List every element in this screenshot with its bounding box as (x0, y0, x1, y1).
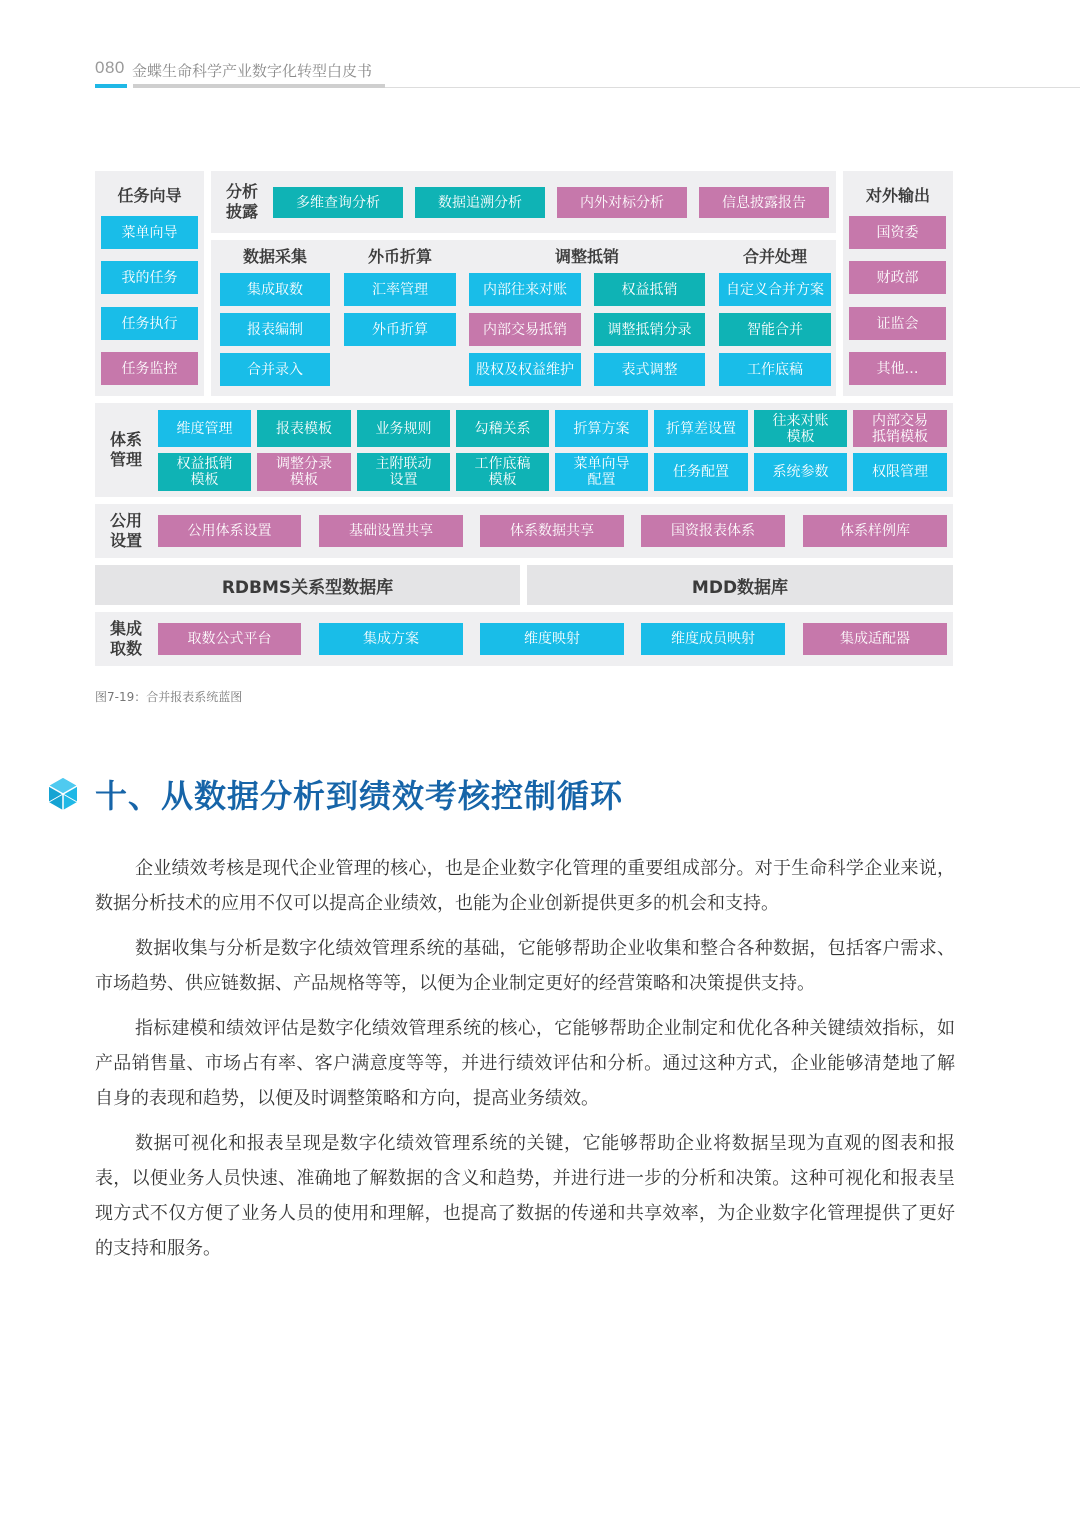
external-output-title: 对外输出 (865, 186, 930, 205)
section-title: 十、从数据分析到绩效考核控制循环 (95, 777, 624, 815)
elimination-item: 权益抵销 (594, 273, 705, 306)
analysis-item: 数据追溯分析 (415, 187, 545, 218)
header-rule (385, 87, 1080, 88)
public-settings-item: 体系数据共享 (480, 515, 624, 547)
analysis-title: 分析 披露 (225, 182, 258, 221)
system-mgmt-item: 菜单向导 配置 (555, 453, 648, 491)
system-mgmt-item: 内部交易 抵销模板 (853, 410, 947, 447)
system-mgmt-item: 任务配置 (654, 453, 748, 491)
external-output-item: 其他… (849, 352, 946, 385)
elimination-item: 内部交易抵销 (469, 313, 581, 346)
elimination-item: 表式调整 (594, 353, 705, 386)
analysis-item: 信息披露报告 (699, 187, 829, 218)
public-settings-item: 基础设置共享 (319, 515, 463, 547)
collect-item: 合并录入 (220, 353, 330, 386)
system-mgmt-item: 勾稽关系 (456, 410, 549, 447)
header-gray-bar (133, 84, 385, 88)
elimination-item: 股权及权益维护 (469, 353, 581, 386)
task-nav-item: 我的任务 (101, 261, 198, 294)
system-mgmt-item: 工作底稿 模板 (456, 453, 549, 491)
fx-item: 外币折算 (344, 313, 456, 346)
paragraph: 数据可视化和报表呈现是数字化绩效管理系统的关键，它能够帮助企业将数据呈现为直观的图表和报表，以便业务人员快速、准确地了解数据的含义和趋势，并进行进一步的分析和决策。这种可视化和报表呈现方式不仅方便了业务人员的使用和理解，也提高了数据的传递和共享效率，为企业数字化管理提供了更好的支持和服务。 (95, 1133, 955, 1259)
system-mgmt-item: 权益抵销 模板 (158, 453, 251, 491)
task-nav-item: 任务执行 (101, 307, 198, 340)
public-settings-item: 国资报表体系 (641, 515, 785, 547)
integration-item: 维度映射 (480, 623, 624, 655)
system-mgmt-item: 调整分录 模板 (257, 453, 351, 491)
cube-icon (46, 777, 80, 811)
public-settings-title: 公用 设置 (109, 511, 142, 550)
system-mgmt-item: 折算差设置 (654, 410, 748, 447)
mdd-database: MDD数据库 (527, 565, 953, 605)
integration-item: 维度成员映射 (641, 623, 785, 655)
system-mgmt-item: 折算方案 (555, 410, 648, 447)
task-nav-item: 菜单向导 (101, 216, 198, 249)
task-nav-title: 任务向导 (117, 186, 182, 205)
public-settings-item: 公用体系设置 (158, 515, 301, 547)
system-mgmt-item: 维度管理 (158, 410, 251, 447)
collect-title: 数据采集 (242, 247, 307, 266)
consolidation-item: 智能合并 (719, 313, 831, 346)
consolidation-item: 工作底稿 (719, 353, 831, 386)
fx-item: 汇率管理 (344, 273, 456, 306)
figure-caption: 图7-19：合并报表系统蓝图 (95, 690, 243, 704)
consolidation-item: 自定义合并方案 (719, 273, 831, 306)
book-title: 金蝶生命科学产业数字化转型白皮书 (132, 62, 373, 80)
elimination-title: 调整抵销 (554, 247, 619, 266)
external-output-item: 国资委 (849, 216, 946, 249)
system-mgmt-item: 业务规则 (357, 410, 450, 447)
paragraph: 数据收集与分析是数字化绩效管理系统的基础，它能够帮助企业收集和整合各种数据，包括客户需求、市场趋势、供应链数据、产品规格等等，以便为企业制定更好的经营策略和决策提供支持。 (95, 938, 955, 994)
integration-title: 集成 取数 (109, 619, 142, 658)
integration-item: 集成适配器 (803, 623, 947, 655)
task-nav-item: 任务监控 (101, 352, 198, 385)
paragraph: 企业绩效考核是现代企业管理的核心，也是企业数字化管理的重要组成部分。对于生命科学企业来说，数据分析技术的应用不仅可以提高企业绩效，也能为企业创新提供更多的机会和支持。 (95, 858, 955, 914)
system-mgmt-title: 体系 管理 (109, 430, 142, 469)
consolidation-title: 合并处理 (742, 247, 807, 266)
system-mgmt-item: 往来对账 模板 (754, 410, 847, 447)
system-mgmt-item: 主附联动 设置 (357, 453, 450, 491)
system-mgmt-item: 系统参数 (754, 453, 847, 491)
page-number: 080 (95, 58, 125, 77)
integration-item: 取数公式平台 (158, 623, 301, 655)
paragraph: 指标建模和绩效评估是数字化绩效管理系统的核心，它能够帮助企业制定和优化各种关键绩效指标，如产品销售量、市场占有率、客户满意度等等，并进行绩效评估和分析。通过这种方式，企业能够清楚地了解自身的表现和趋势，以便及时调整策略和方向，提高业务绩效。 (95, 1018, 955, 1109)
integration-item: 集成方案 (319, 623, 463, 655)
collect-item: 报表编制 (220, 313, 330, 346)
analysis-item: 内外对标分析 (557, 187, 687, 218)
elimination-item: 调整抵销分录 (594, 313, 705, 346)
elimination-item: 内部往来对账 (469, 273, 581, 306)
fx-title: 外币折算 (367, 247, 432, 266)
external-output-item: 财政部 (849, 261, 946, 294)
public-settings-item: 体系样例库 (803, 515, 947, 547)
collect-item: 集成取数 (220, 273, 330, 306)
system-mgmt-item: 权限管理 (853, 453, 947, 491)
header-accent-bar (95, 84, 127, 88)
external-output-item: 证监会 (849, 307, 946, 340)
system-mgmt-item: 报表模板 (257, 410, 351, 447)
analysis-item: 多维查询分析 (273, 187, 403, 218)
rdbms-database: RDBMS关系型数据库 (95, 565, 520, 605)
